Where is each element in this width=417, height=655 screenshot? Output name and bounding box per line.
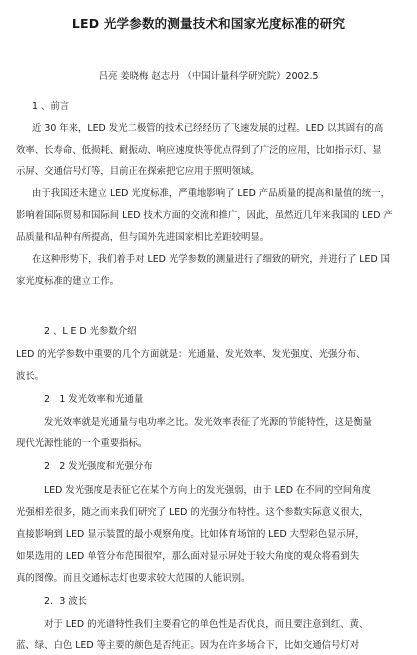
paragraph-line: 由于我国还未建立 LED 光度标准，严重地影响了 LED 产品质量的提高和量值的统一， — [32, 188, 391, 199]
paragraph-line: 对于 LED 的光谱特性我们主要看它的单色性是否优良，而且要注意到红、黄、 — [44, 619, 369, 630]
paragraph-line: 家光度标准的建立工作。 — [16, 276, 120, 287]
paragraph-line: 品质量和品种有所提高，但与国外先进国家相比差距较明显。 — [16, 232, 270, 243]
section-heading: 2 、L E D 光参数介绍 — [44, 326, 137, 337]
section-heading: 1 、前言 — [32, 101, 70, 112]
paragraph-line: 在这种形势下，我们着手对 LED 光学参数的测量进行了细致的研究，并进行了 LED 国 — [32, 254, 391, 265]
subsection-heading: 2．3 波长 — [44, 596, 88, 607]
subsection-heading: 2 2 发光强度和光强分布 — [44, 461, 153, 472]
paragraph-line: 现代光源性能的一个重要指标。 — [16, 438, 148, 449]
subsection-heading: 2 1 发光效率和光通量 — [44, 394, 144, 405]
author-line: 吕亮 姜晓梅 赵志丹 （中国计量科学研究院）2002.5 — [98, 71, 319, 82]
paragraph-line: 真的图像。而且交通标志灯也要求较大范围的人能识别。 — [16, 573, 251, 584]
paragraph-line: 影响着国际贸易和国际间 LED 技术方面的交流和推广，因此，虽然近几年来我国的 LED 产 — [16, 210, 393, 221]
paragraph-line: 近 30 年来，LED 发光二极管的技术已经经历了飞速发展的过程。LED 以其固有的高 — [32, 123, 384, 134]
paragraph-line: LED 的光学参数中重要的几个方面就是：光通量、发光效率、发光强度、光强分布、 — [16, 349, 366, 360]
paragraph-line: 光强相差很多，随之而来我们研究了 LED 的光强分布特性。这个参数实际意义很大， — [16, 507, 369, 518]
paragraph-line: 直接影响到 LED 显示装置的最小观察角度。比如体育场馆的 LED 大型彩色显示屏， — [16, 529, 365, 540]
paragraph-line: 波长。 — [16, 371, 45, 382]
paragraph-line: 发光效率就是光通量与电功率之比。发光效率表征了光源的节能特性，这是衡量 — [44, 417, 373, 428]
paragraph-line: 蓝、绿、白色 LED 等主要的颜色是否纯正。因为在许多场合下，比如交通信号灯对 — [16, 640, 360, 651]
paragraph-line: 如果选用的 LED 单管分布范围很窄，那么面对显示屏处于较大角度的观众将看到失 — [16, 551, 360, 562]
paragraph-line: 效率、长寿命、低损耗、耐振动、响应速度快等优点得到了广泛的应用，比如指示灯、显 — [16, 145, 382, 156]
paragraph-line: LED 发光强度是表征它在某个方向上的发光强弱，由于 LED 在不同的空间角度 — [44, 485, 371, 496]
paper-title: LED 光学参数的测量技术和国家光度标准的研究 — [71, 16, 346, 31]
paragraph-line: 示屏、交通信号灯等，目前正在探索把它应用于照明领域。 — [16, 166, 260, 177]
